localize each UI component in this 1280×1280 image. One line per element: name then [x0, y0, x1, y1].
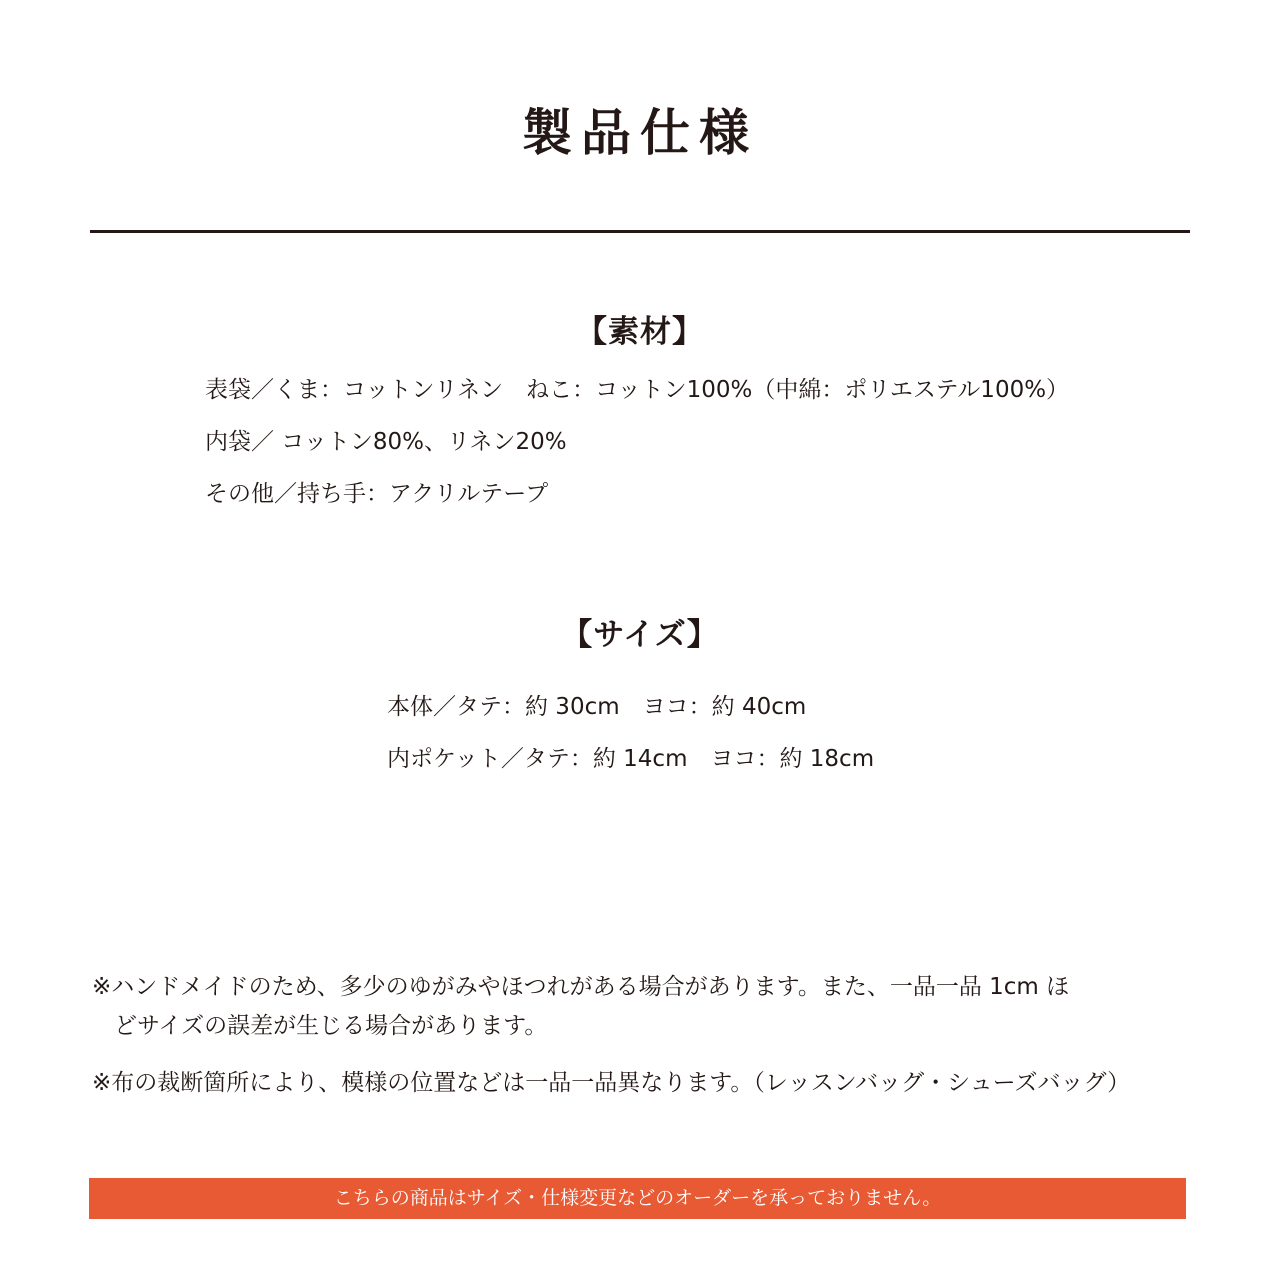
- page-title: 製品仕様: [522, 104, 758, 162]
- size-heading: 【サイズ】: [561, 617, 719, 653]
- note-handmade-line2: どサイズの誤差が生じる場合があります。: [114, 1013, 548, 1039]
- note-handmade-line1: ※ハンドメイドのため、多少のゆがみやほつれがある場合があります。また、一品一品 1cm ほ: [92, 974, 1070, 1000]
- no-custom-order-banner: こちらの商品はサイズ・仕様変更などのオーダーを承っておりません。: [89, 1178, 1186, 1219]
- materials-heading: 【素材】: [576, 314, 704, 350]
- note-pattern: ※布の裁断箇所により、模様の位置などは一品一品異なります。（レッスンバッグ・シューズバッグ）: [92, 1070, 1131, 1096]
- materials-line-other: その他／持ち手：アクリルテープ: [205, 481, 549, 507]
- size-line-body: 本体／タテ：約 30cm ヨコ：約 40cm: [387, 694, 807, 720]
- materials-line-outer: 表袋／くま：コットンリネン ねこ：コットン100%（中綿：ポリエステル100%）: [205, 377, 1070, 403]
- title-divider: [90, 230, 1190, 233]
- materials-line-inner: 内袋／ コットン80%、リネン20%: [205, 429, 567, 455]
- size-line-pocket: 内ポケット／タテ：約 14cm ヨコ：約 18cm: [387, 746, 875, 772]
